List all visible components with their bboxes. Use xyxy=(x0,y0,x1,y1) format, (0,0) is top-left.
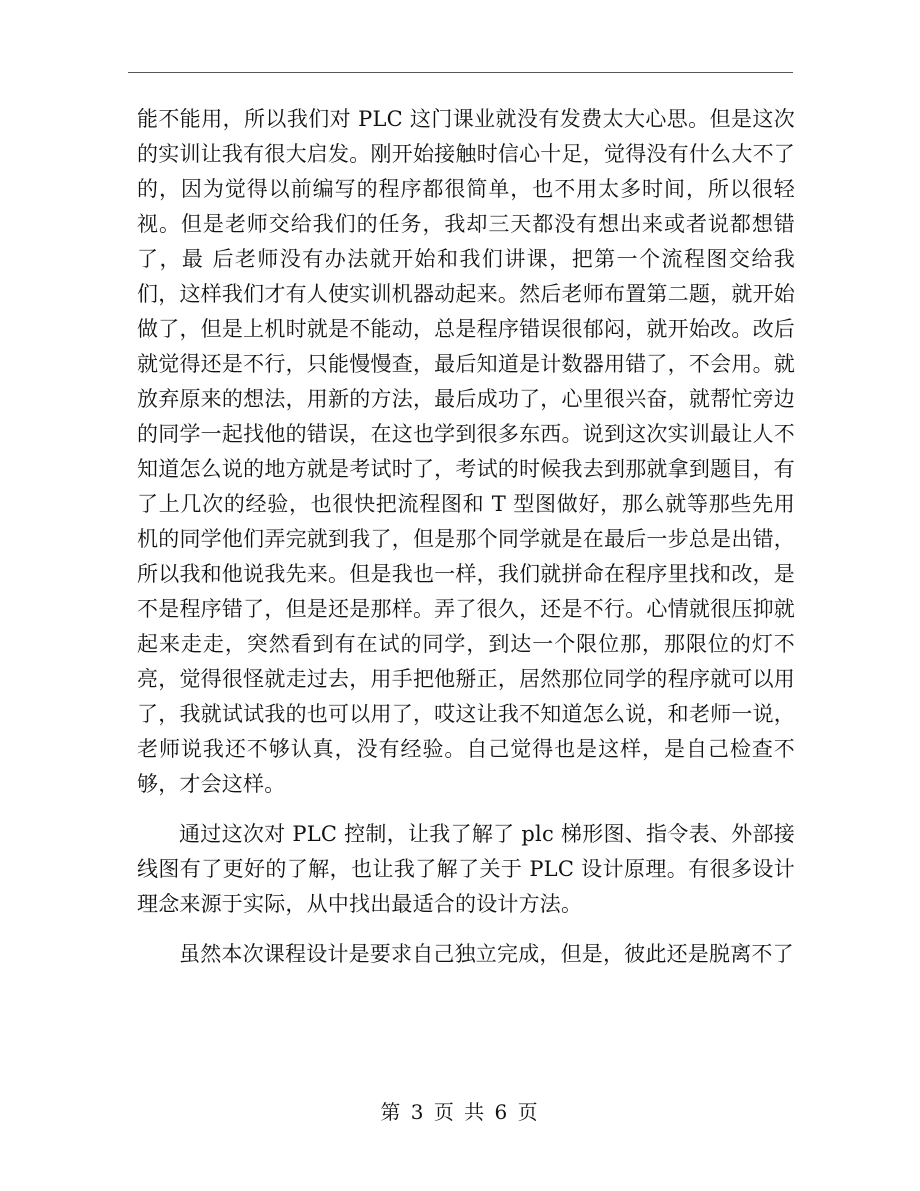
header-rule xyxy=(128,72,793,73)
paragraph: 能不能用，所以我们对 PLC 这门课业就没有发费太大心思。但是这次的实训让我有很大启发。刚开始接触时信心十足，觉得没有什么大不了的，因为觉得以前编写的程序都很简单，也不用太多时间，所以很轻视。但是老师交给我们的任务，我却三天都没有想出来或者说都想错了，最 后老师没有办法就开始和我们讲课，把第一个流程图交给我们，这样我们才有人使实训机器动起来。然后老师布置第二题，就开始做了，但是上机时就是不能动，总是程序错误很郁闷，就开始改。改后就觉得还是不行，只能慢慢查，最后知道是计数器用错了，不会用。就放弃原来的想法，用新的方法，最后成功了，心里很兴奋，就帮忙旁边的同学一起找他的错误，在这也学到很多东西。说到这次实训最让人不知道怎么说的地方就是考试时了，考试的时候我去到那就拿到题目，有了上几次的经验，也很快把流程图和 T 型图做好，那么就等那些先用机的同学他们弄完就到我了，但是那个同学就是在最后一步总是出错，所以我和他说我先来。但是我也一样，我们就拼命在程序里找和改，是不是程序错了，但是还是那样。弄了很久，还是不行。心情就很压抑就起来走走，突然看到有在试的同学，到达一个限位那，那限位的灯不亮，觉得很怪就走过去，用手把他掰正，居然那位同学的程序就可以用了，我就试试我的也可以用了，哎这让我不知道怎么说，和老师一说，老师说我还不够认真，没有经验。自己觉得也是这样，是自己检查不够，才会这样。 xyxy=(137,107,795,796)
page-number: 第 3 页 共 6 页 xyxy=(380,1100,540,1124)
paragraph: 虽然本次课程设计是要求自己独立完成，但是，彼此还是脱离不了 xyxy=(179,942,794,966)
document-body xyxy=(137,102,795,972)
paragraph: 通过这次对 PLC 控制，让我了解了 plc 梯形图、指令表、外部接线图有了更好的了解，也让我了解了关于 PLC 设计原理。有很多设计理念来源于实际，从中找出最适合的设计方法。 xyxy=(137,822,795,916)
